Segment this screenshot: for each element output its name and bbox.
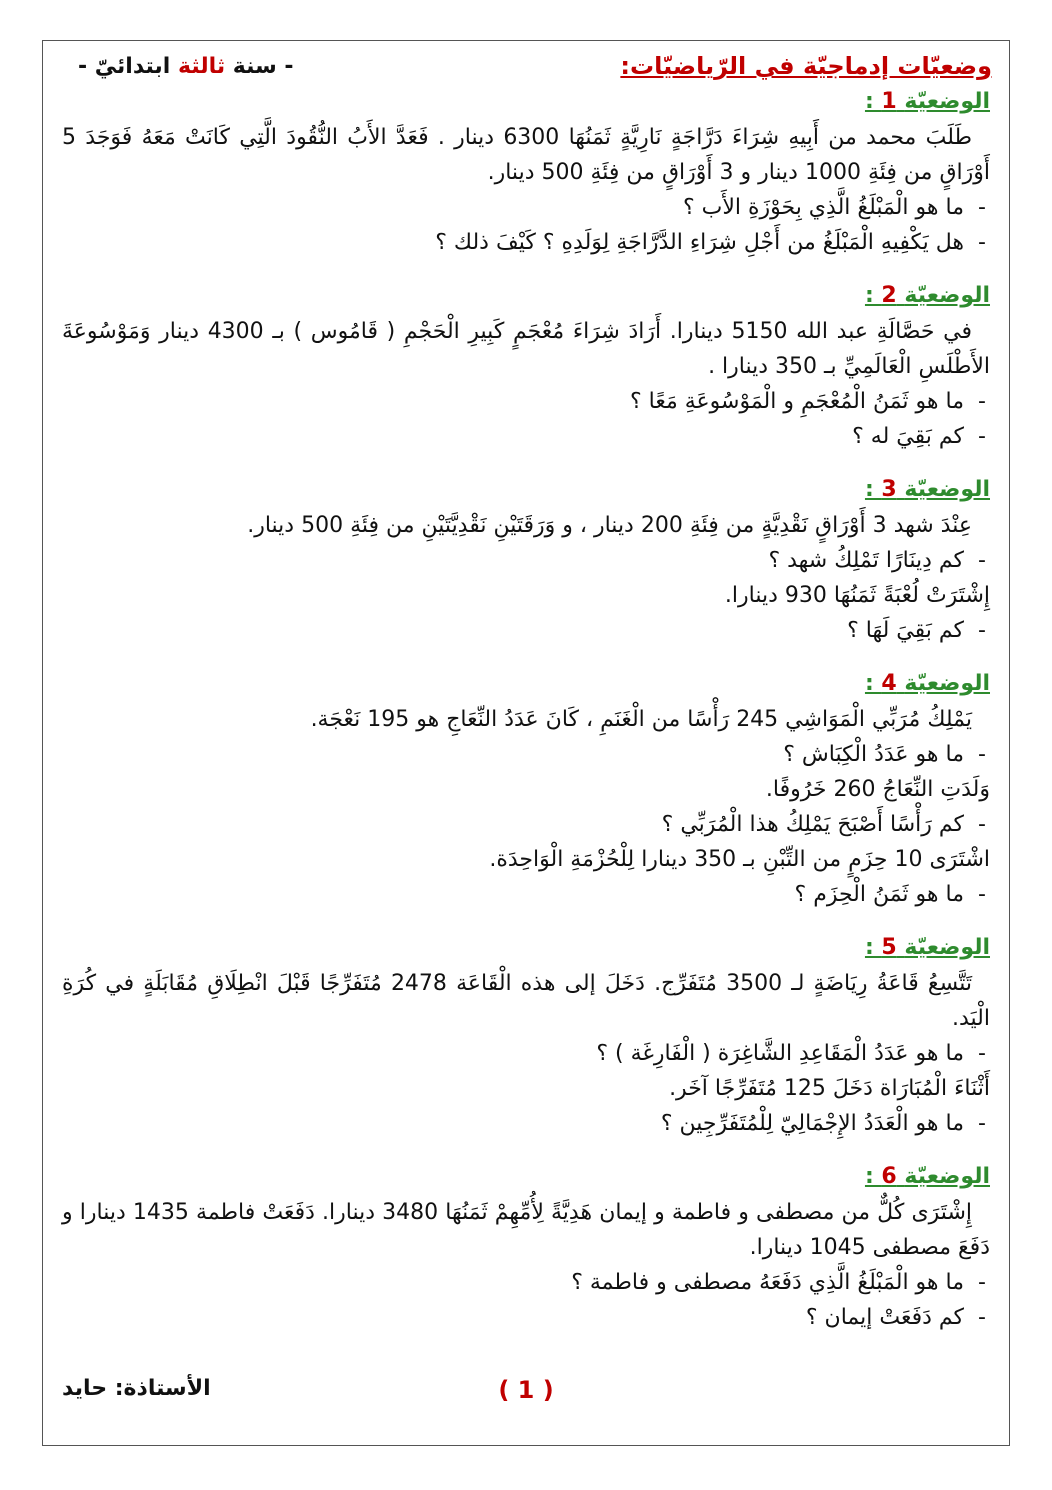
exercise-number: 3 [881, 477, 897, 502]
dash-bullet: - [978, 195, 986, 220]
dash-bullet: - [978, 882, 986, 907]
exercise-title [62, 86, 990, 118]
footer [62, 1376, 990, 1410]
dash-bullet: - [978, 389, 986, 414]
question-text: ما هو الْمَبْلَغُ الَّذِي دَفَعَهُ مصطفى و فاطمة ؟ [571, 1270, 964, 1295]
exercise-number: 2 [881, 283, 897, 308]
header [60, 52, 992, 88]
dash-bullet: - [978, 548, 986, 573]
question-text: ما هو ثَمَنُ الْحِزَم ؟ [794, 882, 964, 907]
exercise-section [62, 1161, 990, 1335]
exercise-number: 6 [881, 1164, 897, 1189]
exercise-colon: : [864, 89, 882, 114]
exercise-title [62, 1161, 990, 1193]
exercise-statement: طَلَبَ محمد من أَبِيهِ شِرَاءَ دَرَّاجَةٍ نَارِيَّةٍ ثَمَنُهَا 6300 دينار . فَعَدَّ الأَبُ النُّقُودَ الَّتِي كَانَتْ مَعَهُ فَوَجَدَ 5 أَوْرَاقٍ من فِئَةِ 1000 دينار و 3 أَوْرَاقٍ من فِئَةِ 500 دينار. [62, 125, 990, 185]
exercise-statement: وَلَدَتِ النِّعَاجُ 260 خَرُوفًا. [765, 777, 990, 802]
exercises-container [62, 86, 990, 1355]
exercise-colon: : [864, 1164, 882, 1189]
exercise-title [62, 280, 990, 312]
exercise-statement: إِشْتَرَتْ لُعْبَةً ثَمَنُهَا 930 دينارا. [724, 583, 990, 608]
question-item [62, 1300, 990, 1335]
question-text: كم رَأْسًا أَصْبَحَ يَمْلِكُ هذا الْمُرَبِّي ؟ [661, 812, 964, 837]
exercise-statement: إِشْتَرَى كُلٌّ من مصطفى و فاطمة و إيمان هَدِيَّةً لِأُمِّهِمْ ثَمَنُهَا 3480 دينارا. دَفَعَتْ فاطمة 1435 دينارا و دَفَعَ مصطفى 1045 دينارا. [62, 1200, 990, 1260]
question-text: كم دَفَعَتْ إيمان ؟ [805, 1305, 964, 1330]
question-text: كم بَقِيَ له ؟ [852, 424, 964, 449]
question-text: ما هو عَدَدُ الْكِبَاش ؟ [783, 742, 964, 767]
question-item [62, 419, 990, 454]
dash-bullet: - [978, 812, 986, 837]
dash-bullet: - [978, 1111, 986, 1136]
question-item [62, 225, 990, 260]
question-item [62, 543, 990, 578]
exercise-title [62, 668, 990, 700]
question-item [62, 737, 990, 772]
grade-highlight: ثالثة [178, 54, 226, 79]
teacher-name: الأستاذة: حايد [62, 1376, 211, 1401]
question-item [62, 877, 990, 912]
question-item [62, 190, 990, 225]
question-text: كم بَقِيَ لَهَا ؟ [847, 618, 964, 643]
question-item [62, 1265, 990, 1300]
question-text: كم دِينَارًا تَمْلِكُ شهد ؟ [768, 548, 964, 573]
question-item [62, 613, 990, 648]
exercise-section [62, 474, 990, 648]
question-text: هل يَكْفِيهِ الْمَبْلَغُ من أَجْلِ شِرَاءِ الدَّرَّاجَةِ لِوَلَدِهِ ؟ كَيْفَ ذلك ؟ [435, 230, 964, 255]
exercise-section [62, 668, 990, 912]
exercise-label: الوضعيّة [904, 935, 990, 960]
exercise-label: الوضعيّة [904, 283, 990, 308]
grade-prefix: - سنة [232, 54, 294, 79]
exercise-statement: يَمْلِكُ مُرَبِّي الْمَوَاشِي 245 رَأْسًا من الْغَنَمِ ، كَانَ عَدَدُ النِّعَاجِ هو 195 نَعْجَة. [310, 707, 972, 732]
exercise-label: الوضعيّة [904, 1164, 990, 1189]
exercise-statement: عِنْدَ شهد 3 أَوْرَاقٍ نَقْدِيَّةٍ من فِئَةِ 200 دينار ، و وَرَقَتَيْنِ نَقْدِيَّتَيْنِ من فِئَةِ 500 دينار. [247, 513, 972, 538]
exercise-colon: : [864, 283, 882, 308]
grade-suffix: ابتدائيّ - [78, 54, 171, 79]
exercise-title [62, 932, 990, 964]
dash-bullet: - [978, 1305, 986, 1330]
question-item [62, 1036, 990, 1071]
exercise-label: الوضعيّة [904, 671, 990, 696]
exercise-title [62, 474, 990, 506]
exercise-number: 1 [881, 89, 897, 114]
question-text: ما هو ثَمَنُ الْمُعْجَمِ و الْمَوْسُوعَةِ مَعًا ؟ [629, 389, 964, 414]
exercise-statement: اشْتَرَى 10 حِزَمٍ من التِّبْنِ بـ 350 دينارا لِلْحُزْمَةِ الْوَاحِدَة. [489, 847, 990, 872]
exercise-statement: أَثْنَاءَ الْمُبَارَاة دَخَلَ 125 مُتَفَرِّجًا آخَر. [669, 1076, 990, 1101]
question-text: ما هو الْمَبْلَغُ الَّذِي بِحَوْزَةِ الأَب ؟ [682, 195, 964, 220]
exercise-label: الوضعيّة [904, 477, 990, 502]
exercise-colon: : [864, 671, 882, 696]
exercise-number: 5 [881, 935, 897, 960]
exercise-statement: تَتَّسِعُ قَاعَةُ رِيَاضَةٍ لـ 3500 مُتَفَرِّج. دَخَلَ إلى هذه الْقَاعَة 2478 مُتَفَرِّجًا قَبْلَ انْطِلَاقِ مُقَابَلَةٍ في كُرَةِ الْيَد. [62, 971, 990, 1031]
question-item [62, 807, 990, 842]
exercise-label: الوضعيّة [904, 89, 990, 114]
exercise-section [62, 280, 990, 454]
dash-bullet: - [978, 1041, 986, 1066]
page-number: ( 1 ) [498, 1376, 554, 1404]
exercise-colon: : [864, 477, 882, 502]
document-title: وضعيّات إدماجيّة في الرّياضيّات: [620, 52, 992, 80]
dash-bullet: - [978, 742, 986, 767]
dash-bullet: - [978, 424, 986, 449]
dash-bullet: - [978, 618, 986, 643]
question-item [62, 1106, 990, 1141]
exercise-section [62, 86, 990, 260]
exercise-colon: : [864, 935, 882, 960]
exercise-section [62, 932, 990, 1141]
exercise-statement: في حَصَّالَةِ عبد الله 5150 دينارا. أَرَادَ شِرَاءَ مُعْجَمٍ كَبِيرِ الْحَجْمِ ( قَامُوس ) بـ 4300 دينار وَمَوْسُوعَةَ الأَطْلَسِ الْعَالَمِيِّ بـ 350 دينارا . [62, 319, 990, 379]
dash-bullet: - [978, 1270, 986, 1295]
exercise-number: 4 [881, 671, 897, 696]
question-text: ما هو الْعَدَدُ الإِجْمَالِيّ لِلْمُتَفَرِّجِين ؟ [660, 1111, 964, 1136]
dash-bullet: - [978, 230, 986, 255]
grade-level [78, 54, 294, 79]
question-item [62, 384, 990, 419]
question-text: ما هو عَدَدُ الْمَقَاعِدِ الشَّاغِرَة ( الْفَارِغَة ) ؟ [596, 1041, 964, 1066]
